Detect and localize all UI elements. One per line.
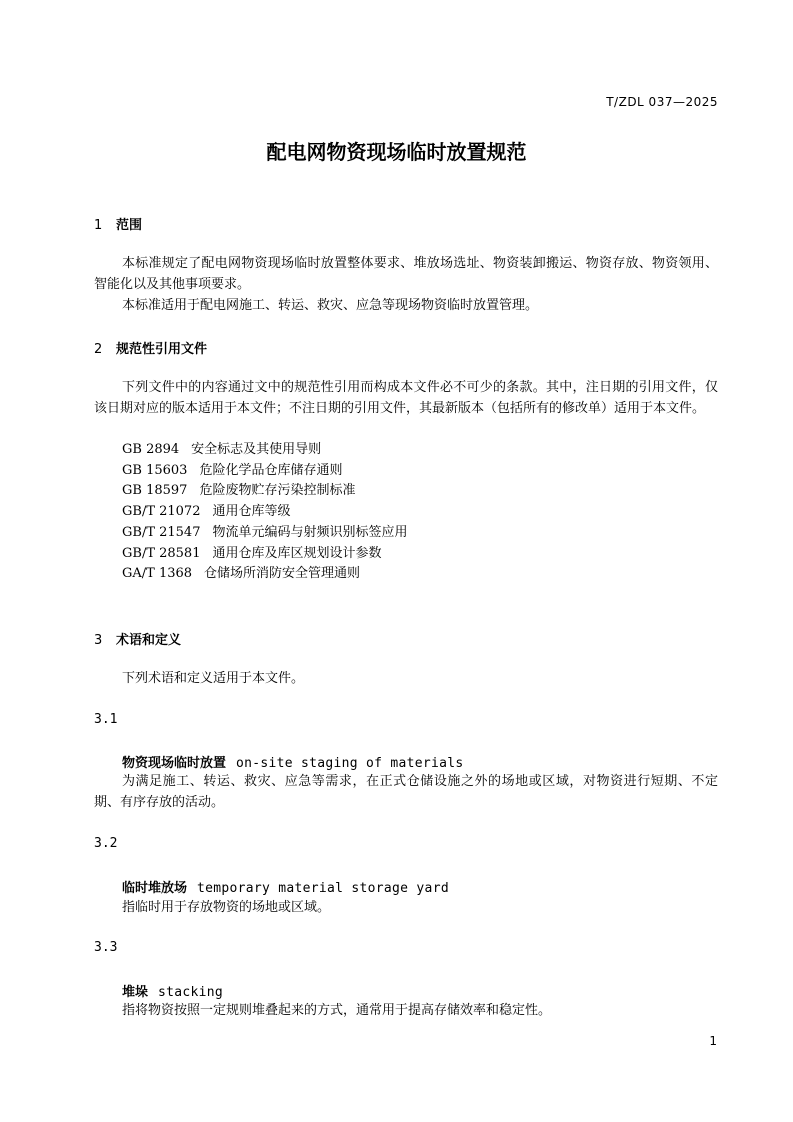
term-heading xyxy=(122,981,223,1000)
section-3-intro: 下列术语和定义适用于本文件。 xyxy=(122,671,305,686)
term-definition: 为满足施工、转运、救灾、应急等需求，在正式仓储设施之外的场地或区域，对物资进行短期、不定期、有序存放的活动。 xyxy=(94,774,718,810)
document-code: T/ZDL 037—2025 xyxy=(606,95,718,109)
term-heading xyxy=(122,877,449,896)
reference-list xyxy=(122,440,408,585)
reference-code: GB 2894 xyxy=(122,442,180,457)
term-chinese: 临时堆放场 xyxy=(122,881,188,896)
reference-code: GB 18597 xyxy=(122,483,188,499)
term-english: stacking xyxy=(158,985,224,1000)
term-chinese: 堆垛 xyxy=(122,985,149,1000)
reference-code: GB 15603 xyxy=(122,462,188,478)
term-english: on-site staging of materials xyxy=(236,756,464,771)
section-number: 2 xyxy=(94,342,103,357)
section-number: 1 xyxy=(94,218,103,233)
section-title: 规范性引用文件 xyxy=(116,342,208,357)
reference-code: GB/T 21547 xyxy=(122,524,201,540)
section-title: 术语和定义 xyxy=(116,633,182,648)
section-2-intro: 下列文件中的内容通过文中的规范性引用而构成本文件必不可少的条款。其中，注日期的引用文件，仅该日期对应的版本适用于本文件；不注日期的引用文件，其最新版本（包括所有的修改单）适用于本文件。 xyxy=(94,380,718,416)
reference-title: 物流单元编码与射频识别标签应用 xyxy=(212,524,408,540)
reference-item xyxy=(122,564,408,585)
reference-title: 通用仓库及库区规划设计参数 xyxy=(212,545,382,561)
term-definition: 指临时用于存放物资的场地或区域。 xyxy=(122,900,331,915)
term-definition: 指将物资按照一定规则堆叠起来的方式，通常用于提高存储效率和稳定性。 xyxy=(122,1003,552,1018)
term-heading xyxy=(122,752,464,771)
reference-item xyxy=(122,523,408,544)
reference-item xyxy=(122,440,408,461)
reference-item xyxy=(122,481,408,502)
term-number: 3.1 xyxy=(94,712,118,727)
section-title: 范围 xyxy=(116,218,143,233)
section-3-heading xyxy=(94,629,181,648)
page-number: 1 xyxy=(709,1034,717,1048)
reference-title: 危险废物贮存污染控制标准 xyxy=(199,483,356,499)
section-1-paragraph-2: 本标准适用于配电网施工、转运、救灾、应急等现场物资临时放置管理。 xyxy=(122,298,539,313)
reference-title: 安全标志及其使用导则 xyxy=(191,442,322,457)
section-1-paragraph-1: 本标准规定了配电网物资现场临时放置整体要求、堆放场选址、物资装卸搬运、物资存放、物资领用、智能化以及其他事项要求。 xyxy=(94,256,718,292)
reference-item xyxy=(122,544,408,565)
section-2-heading xyxy=(94,338,207,357)
document-title: 配电网物资现场临时放置规范 xyxy=(266,140,527,164)
reference-title: 仓储场所消防安全管理通则 xyxy=(204,566,361,582)
term-number: 3.3 xyxy=(94,940,118,955)
term-chinese: 物资现场临时放置 xyxy=(122,756,227,771)
reference-title: 通用仓库等级 xyxy=(212,504,291,520)
reference-code: GB/T 28581 xyxy=(122,545,201,561)
reference-title: 危险化学品仓库储存通则 xyxy=(199,462,343,478)
reference-code: GB/T 21072 xyxy=(122,504,201,520)
term-english: temporary material storage yard xyxy=(197,881,449,896)
reference-code: GA/T 1368 xyxy=(122,566,193,582)
term-number: 3.2 xyxy=(94,836,118,851)
section-number: 3 xyxy=(94,633,103,648)
reference-item xyxy=(122,502,408,523)
section-1-heading xyxy=(94,214,142,233)
reference-item xyxy=(122,461,408,482)
